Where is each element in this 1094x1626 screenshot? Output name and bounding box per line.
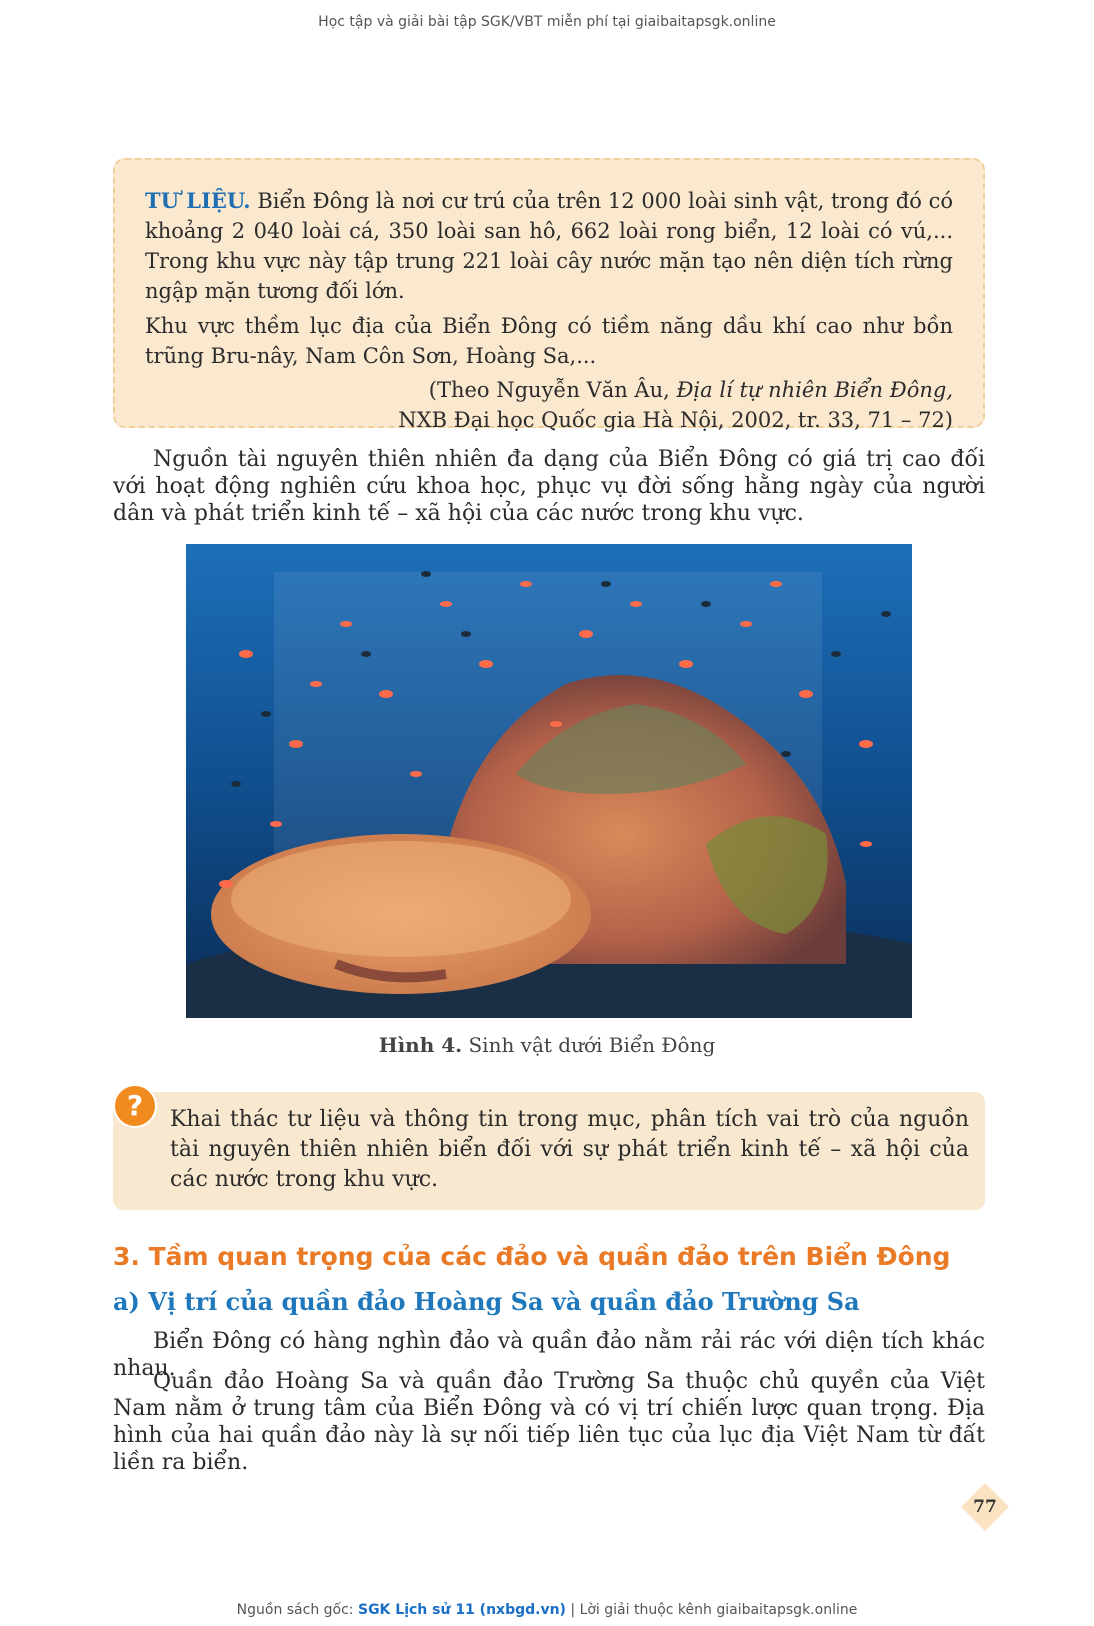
coral-reef-photo [186,544,912,1018]
citation-publisher: NXB Đại học Quốc gia Hà Nội, 2002, tr. 33, 71 – 72) [398,408,953,432]
question-mark-icon: ? [113,1084,157,1128]
source-label: TƯ LIỆU. [145,188,251,213]
footer-prefix: Nguồn sách gốc: [236,1602,358,1618]
header-banner: Học tập và giải bài tập SGK/VBT miễn phí tại giaibaitapsgk.online [318,14,776,30]
caption-label: Hình 4. [378,1033,463,1057]
intro-paragraph: Nguồn tài nguyên thiên nhiên đa dạng của Biển Đông có giá trị cao đối với hoạt động nghiên cứu khoa học, phục vụ đời sống hằng ngày của người dân và phát triển kinh tế – xã hội của các nước trong khu vực. [113,447,985,526]
question-text: Khai thác tư liệu và thông tin trong mục, phân tích vai trò của nguồn tài nguyên thiên nhiên biển đối với sự phát triển kinh tế – xã hội của các nước trong khu vực. [170,1107,969,1192]
paragraph-2: Quần đảo Hoàng Sa và quần đảo Trường Sa thuộc chủ quyền của Việt Nam nằm ở trung tâm của Biển Đông và có vị trí chiến lược quan trọng. Địa hình của hai quần đảo này là sự nối tiếp liên tục của lục địa Việt Nam từ đất liền ra biển. [113,1369,985,1475]
source-paragraph-2: Khu vực thềm lục địa của Biển Đông có tiềm năng dầu khí cao như bồn trũng Bru-nây, Nam Côn Sơn, Hoàng Sa,... [145,314,953,368]
footer-source-link[interactable]: SGK Lịch sử 11 (nxbgd.vn) [357,1602,566,1618]
question-box [113,1089,985,1210]
section-heading: 3. Tầm quan trọng của các đảo và quần đảo trên Biển Đông [113,1242,951,1271]
figure-caption [0,1033,1094,1057]
source-text-1: Biển Đông là nơi cư trú của trên 12 000 loài sinh vật, trong đó có khoảng 2 040 loài cá, 350 loài san hô, 662 loài rong biển, 12 loài có vú,... Trong khu vực này tập trung 221 loài cây nước mặn tạo nên diện tích rừng ngập mặn tương đối lớn. [145,189,953,303]
source-citation [145,375,953,435]
source-paragraph-1 [145,186,953,306]
page-number: 77 [973,1497,997,1517]
source-material-box [113,158,985,432]
citation-title: Địa lí tự nhiên Biển Đông, [676,378,953,402]
sub-heading: a) Vị trí của quần đảo Hoàng Sa và quần đảo Trường Sa [113,1287,860,1316]
paragraph-1: Biển Đông có hàng nghìn đảo và quần đảo nằm rải rác với diện tích khác nhau. [113,1329,985,1381]
citation-prefix: (Theo Nguyễn Văn Âu, [428,378,677,402]
footer [0,1602,1094,1618]
page-number-badge [961,1483,1009,1531]
caption-text: Sinh vật dưới Biển Đông [462,1033,716,1057]
coral-reef-illustration [186,544,912,1018]
footer-suffix: | Lời giải thuộc kênh giaibaitapsgk.online [565,1602,858,1618]
